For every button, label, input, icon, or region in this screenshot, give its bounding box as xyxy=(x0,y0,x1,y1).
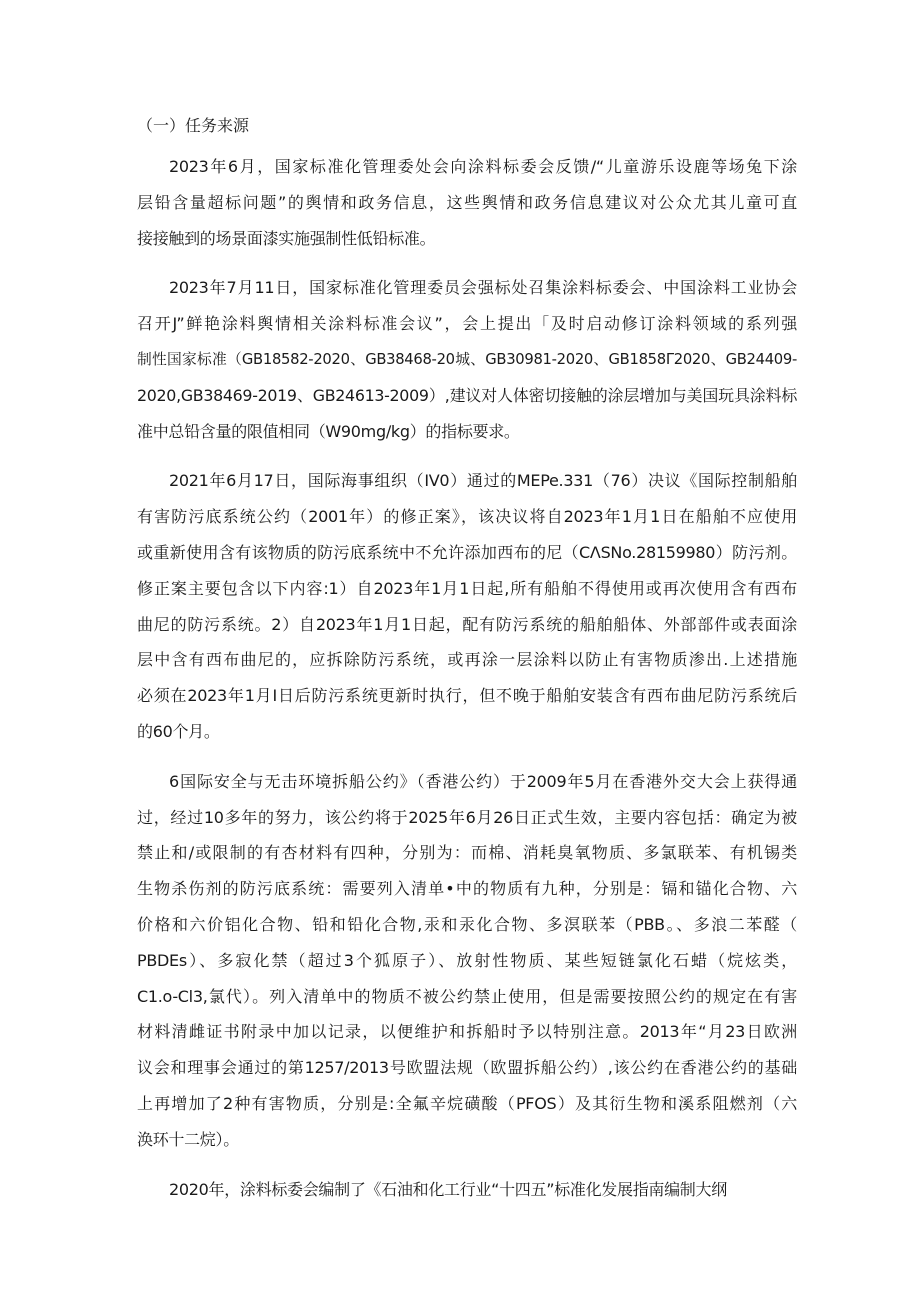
paragraph-line: 涣环十二烷）。 xyxy=(137,1129,239,1149)
paragraph xyxy=(137,764,797,1158)
paragraph-line: 修正案主要包含以下内容:1）自2023年1月1日起,所有船舶不得使用或再次使用含有西布 xyxy=(137,578,797,598)
paragraph-line: 准中总铅含量的限值相同（W90mg∕kg）的指标要求。 xyxy=(137,421,520,441)
paragraph-line: 层中含有西布曲尼的，应拆除防污系统，或再涂一层涂料以防止有害物质渗出.上述措施 xyxy=(137,650,797,670)
paragraph xyxy=(137,1172,797,1208)
paragraph-line: 2020年，涂料标委会编制了《石油和化工行业“十四五”标准化发展指南编制大纲 xyxy=(169,1179,727,1199)
paragraph-line: 有害防污底系统公约（2001年）的修正案》，该决议将自2023年1月1日在船舶不应使用 xyxy=(137,507,797,527)
paragraph-line: 的60个月。 xyxy=(137,721,220,741)
paragraph-line: 生物杀伤剂的防污底系统：需要列入清单•中的物质有九种，分别是：镉和锚化合物、六 xyxy=(137,879,797,899)
paragraph-line: 2023年7月11日，国家标准化管理委员会强标处召集涂料标委会、中国涂料工业协会 xyxy=(169,278,797,298)
paragraph-line: 禁止和/或限制的有杏材料有四种，分别为：而棉、消耗臭氧物质、多氯联苯、有机锡类 xyxy=(137,843,797,863)
paragraph xyxy=(137,463,797,749)
paragraph xyxy=(137,270,797,449)
paragraph-line: 材料清雌证书附录中加以记录，以便维护和拆船时予以特别注意。2013年“月23日欧洲 xyxy=(137,1022,797,1042)
paragraph xyxy=(137,149,797,256)
paragraph-line: 或重新使用含有该物质的防污底系统中不允许添加西布的尼（CΛSNo.28159980）防污剂。 xyxy=(137,542,797,562)
paragraph-line: 层铅含量超标问题”的舆情和政务信息，这些舆情和政务信息建议对公众尤其儿童可直 xyxy=(137,192,797,212)
paragraph-line: PBDEs）、多寂化禁（超过3个狐原子）、放射性物质、某些短链氯化石蜡（烷炫类， xyxy=(137,950,797,970)
paragraph-line: 议会和理事会通过的第1257/2013号欧盟法规（欧盟拆船公约）,该公约在香港公约的基础 xyxy=(137,1058,797,1078)
paragraph-line: 接接触到的场景面漆实施强制性低铅标准。 xyxy=(137,228,436,248)
paragraph-line: 曲尼的防污系统。2）自2023年1月1日起，配有防污系统的船舶船体、外部部件或表面涂 xyxy=(137,614,797,634)
paragraph-line: 召开J”鲜艳涂料舆情相关涂料标准会议”，会上提出「及时启动修订涂料领域的系列强 xyxy=(137,314,797,334)
paragraph-line: C1.o-Cl3,氯代）。列入清单中的物质不被公约禁止使用，但是需要按照公约的规定在有害 xyxy=(137,986,797,1006)
document-body xyxy=(137,112,797,1221)
paragraph-line: 2020,GB38469-2019、GB24613-2009）,建议对人体密切接触的涂层增加与美国玩具涂料标 xyxy=(137,385,797,405)
paragraph-line: 2021年6月17日，国际海事组织（IV0）通过的MEPe.331（76）决议《国际控制船舶 xyxy=(169,471,797,491)
paragraph-list xyxy=(137,149,797,1207)
paragraph-line: 制性国家标准（GB18582-2020、GB38468-20城、GB30981-2020、GB1858Γ2020、GB24409- xyxy=(137,350,797,368)
section-heading: （一）任务来源 xyxy=(137,116,250,135)
paragraph-line: 6国际安全与无击环境拆船公约》（香港公约）于2009年5月在香港外交大会上获得通 xyxy=(169,771,797,791)
paragraph-line: 价格和六价铝化合物、铅和铅化合物,汞和汞化合物、多溟联苯（PBB。、多浪二苯醛（ xyxy=(137,914,797,934)
paragraph-line: 必须在2023年1月I日后防污系统更新时执行，但不晚于船舶安装含有西布曲尼防污系统后 xyxy=(137,686,797,706)
paragraph-line: 过，经过10多年的努力，该公约将于2025年6月26日正式生效，主要内容包括：确定为被 xyxy=(137,807,797,827)
paragraph-line: 上再增加了2种有害物质，分别是:全氟辛烷磺酸（PFOS）及其衍生物和溪系阻燃剂（六 xyxy=(137,1093,797,1113)
paragraph-line: 2023年6月，国家标准化管理委处会向涂料标委会反馈/“儿童游乐设鹿等场兔下涂 xyxy=(169,157,797,176)
